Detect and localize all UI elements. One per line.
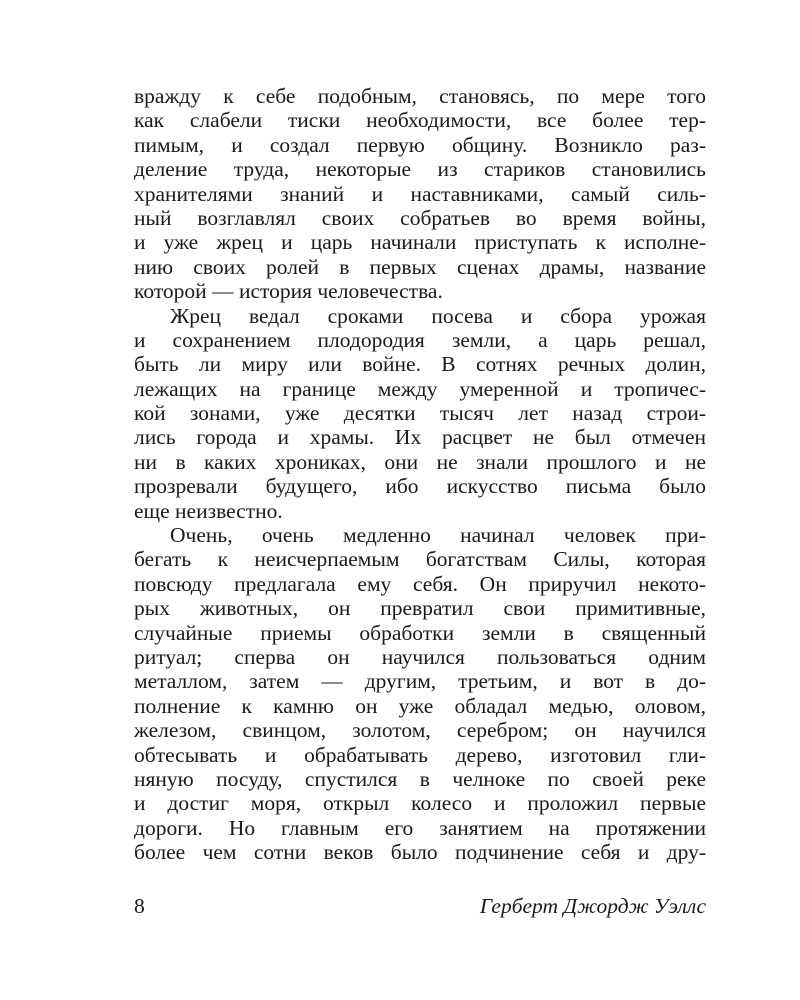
text-line: нию своих ролей в первых сценах драмы, название bbox=[134, 254, 706, 279]
text-line: Очень, очень медленно начинал человек при- bbox=[170, 523, 706, 548]
text-line: как слабели тиски необходимости, все более тер- bbox=[134, 108, 706, 133]
text-line: няную посуду, спустился в челноке по своей реке bbox=[134, 766, 706, 791]
page-number: 8 bbox=[134, 894, 145, 918]
text-line: ный возглавлял своих собратьев во время войны, bbox=[134, 205, 706, 230]
text-line: и уже жрец и царь начинали приступать к исполне- bbox=[134, 230, 706, 255]
text-line: лись города и храмы. Их расцвет не был отмечен bbox=[134, 425, 706, 450]
text-line: лежащих на границе между умеренной и тропичес- bbox=[134, 376, 706, 401]
text-line: кой зонами, уже десятки тысяч лет назад строи- bbox=[134, 401, 706, 426]
paragraph-1 bbox=[134, 84, 706, 304]
text-line: более чем сотни веков было подчинение себя и дру- bbox=[134, 840, 706, 865]
text-line: хранителями знаний и наставниками, самый силь- bbox=[134, 181, 706, 206]
text-line: обтесывать и обрабатывать дерево, изготовил гли- bbox=[134, 742, 706, 767]
text-line: дороги. Но главным его занятием на протяжении bbox=[134, 815, 706, 840]
text-line: ритуал; сперва он научился пользоваться одним bbox=[134, 644, 706, 669]
text-line: которой — история человечества. bbox=[134, 279, 443, 304]
text-line: и сохранением плодородия земли, а царь решал, bbox=[134, 327, 706, 352]
text-line: и достиг моря, открыл колесо и проложил первые bbox=[134, 791, 706, 816]
text-line: бегать к неисчерпаемым богатствам Силы, которая bbox=[134, 547, 706, 572]
running-head: Герберт Джордж Уэллс bbox=[479, 894, 706, 918]
paragraph-3 bbox=[134, 523, 706, 864]
text-line: деление труда, некоторые из стариков становились bbox=[134, 157, 706, 182]
page-body bbox=[134, 84, 706, 865]
text-line: ни в каких хрониках, они не знали прошлого и не bbox=[134, 449, 706, 474]
paragraph-2 bbox=[134, 304, 706, 524]
text-line: случайные приемы обработки земли в священный bbox=[134, 620, 706, 645]
text-line: полнение к камню он уже обладал медью, оловом, bbox=[134, 693, 706, 718]
text-line: рых животных, он превратил свои примитивные, bbox=[134, 596, 706, 621]
text-line: еще неизвестно. bbox=[134, 498, 283, 523]
text-line: Жрец ведал сроками посева и сбора урожая bbox=[170, 303, 706, 328]
text-line: вражду к себе подобным, становясь, по мере того bbox=[134, 84, 706, 108]
page-footer bbox=[134, 892, 706, 920]
text-line: быть ли миру или войне. В сотнях речных долин, bbox=[134, 352, 706, 377]
text-line: пимым, и создал первую общину. Возникло раз- bbox=[134, 132, 706, 157]
text-line: железом, свинцом, золотом, серебром; он научился bbox=[134, 718, 706, 743]
text-line: прозревали будущего, ибо искусство письма было bbox=[134, 474, 706, 499]
text-line: повсюду предлагала ему себя. Он приручил некото- bbox=[134, 571, 706, 596]
text-line: металлом, затем — другим, третьим, и вот в до- bbox=[134, 669, 706, 694]
